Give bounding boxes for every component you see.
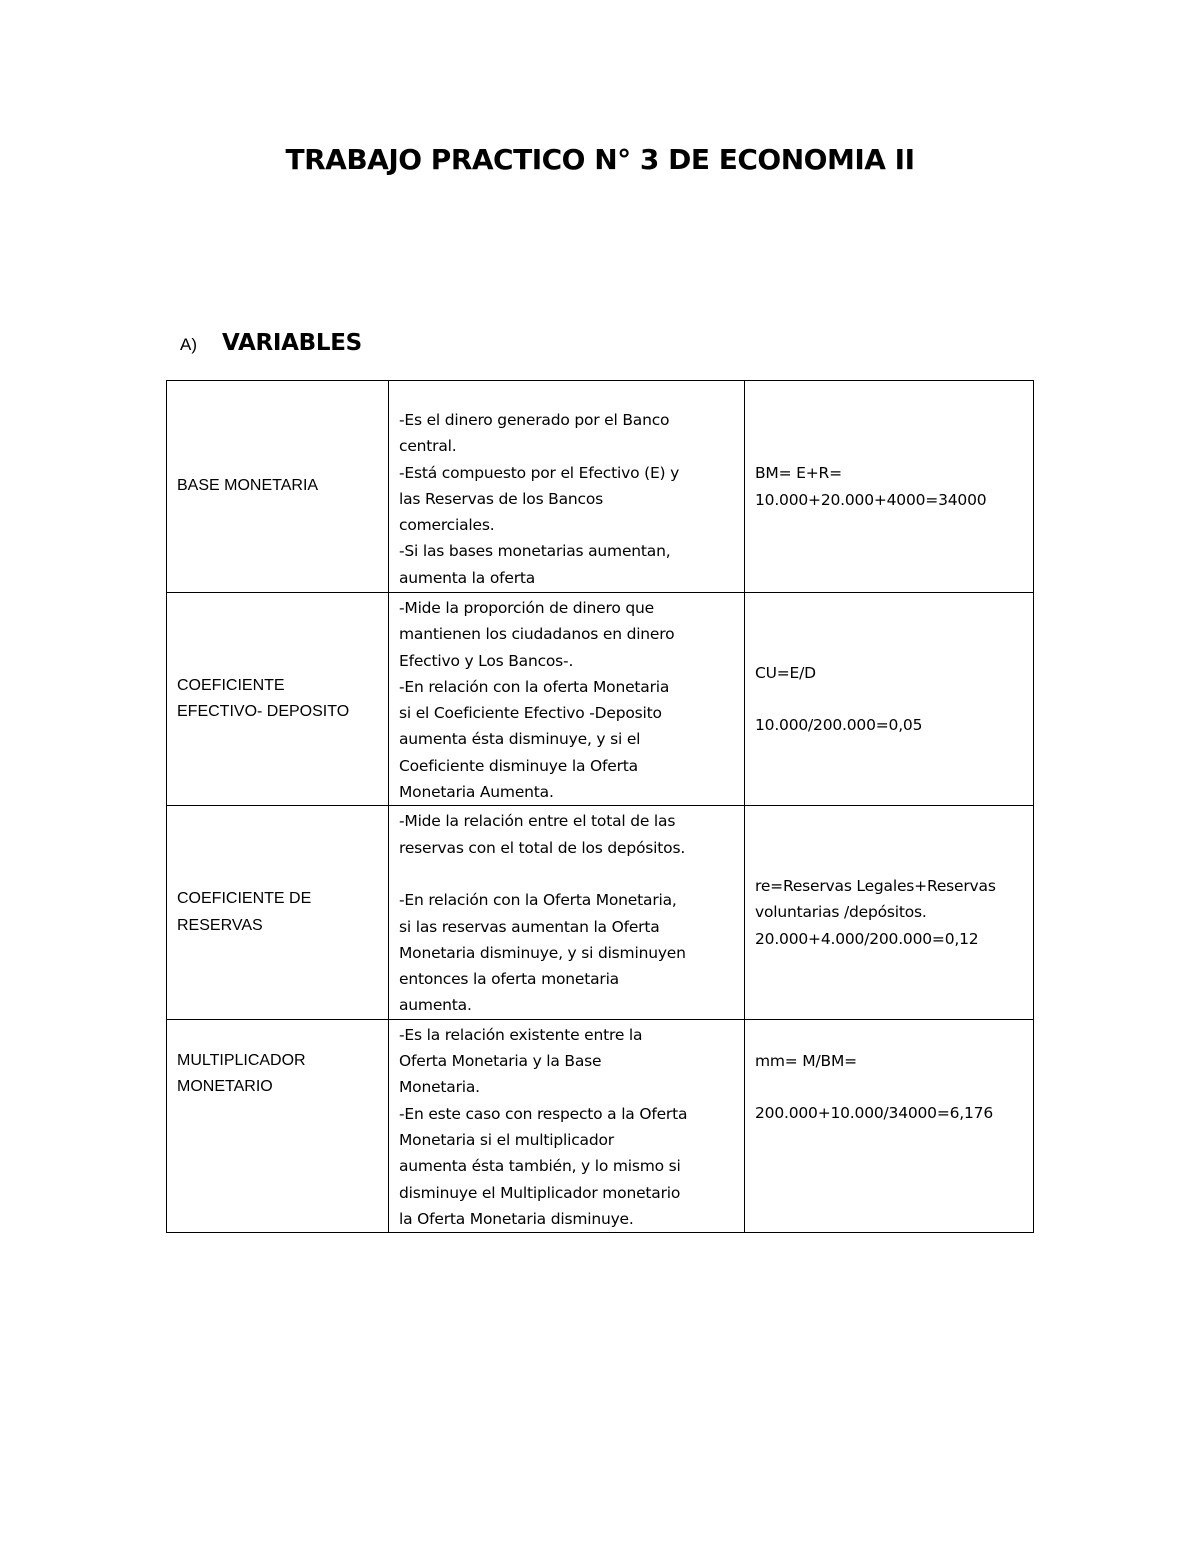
formula-line: 200.000+10.000/34000=6,176 (755, 1104, 994, 1123)
description-line: reservas con el total de los depósitos. (399, 838, 686, 857)
description-line: Monetaria Aumenta. (399, 783, 554, 802)
formula-spacer (755, 1074, 1023, 1100)
description-line: Monetaria si el multiplicador (399, 1130, 614, 1149)
description-line: Coeficiente disminuye la Oferta (399, 756, 638, 775)
description-line: mantienen los ciudadanos en dinero (399, 625, 675, 644)
description-line: -En este caso con respecto a la Oferta (399, 1104, 688, 1123)
variable-name-cell (167, 1019, 389, 1232)
table-row (167, 593, 1034, 806)
description-line: disminuye el Multiplicador monetario (399, 1183, 681, 1202)
description-line: Monetaria. (399, 1078, 480, 1097)
formula-line: 10.000+20.000+4000=34000 (755, 490, 987, 509)
description-line: aumenta ésta disminuye, y si el (399, 730, 641, 749)
description-line: entonces la oferta monetaria (399, 970, 619, 989)
description-line: -Es el dinero generado por el Banco (399, 411, 670, 429)
description-line: central. (399, 437, 457, 456)
variable-name-line: COEFICIENTE (177, 676, 285, 694)
description-line: la Oferta Monetaria disminuye. (399, 1209, 634, 1228)
variable-name-line: EFECTIVO- DEPOSITO (177, 703, 350, 721)
description-line: -Mide la proporción de dinero que (399, 599, 654, 617)
description-line: Monetaria disminuye, y si disminuyen (399, 943, 686, 962)
description-line: Oferta Monetaria y la Base (399, 1052, 602, 1071)
section-heading (180, 330, 362, 356)
formula-line: mm= M/BM= (755, 1051, 857, 1070)
variable-name-line: RESERVAS (177, 916, 263, 934)
description-line: aumenta la oferta (399, 568, 536, 587)
formula-line: 20.000+4.000/200.000=0,12 (755, 929, 979, 948)
section-label: VARIABLES (222, 330, 362, 356)
variable-name-line: BASE MONETARIA (177, 477, 319, 495)
formula-line: 10.000/200.000=0,05 (755, 716, 923, 735)
table-row (167, 1019, 1034, 1232)
formula-spacer (755, 686, 1023, 712)
formula-line: re=Reservas Legales+Reservas (755, 877, 996, 896)
variable-description-cell (389, 381, 745, 593)
formula-line: voluntarias /depósitos. (755, 903, 927, 922)
description-line: -Está compuesto por el Efectivo (E) y (399, 463, 680, 482)
variable-formula-cell (745, 806, 1034, 1019)
description-line: comerciales. (399, 516, 495, 535)
formula-line: CU=E/D (755, 663, 816, 682)
variable-formula-cell (745, 381, 1034, 593)
variable-description-cell (389, 593, 745, 806)
description-line: las Reservas de los Bancos (399, 489, 604, 508)
variable-name-cell (167, 593, 389, 806)
description-line: aumenta. (399, 996, 472, 1015)
description-line: -Mide la relación entre el total de las (399, 812, 676, 831)
variables-table (166, 380, 1034, 1233)
variable-name-line: MULTIPLICADOR (177, 1051, 306, 1069)
variable-formula-cell (745, 1019, 1034, 1232)
description-line: si el Coeficiente Efectivo -Deposito (399, 704, 662, 723)
variable-name-cell (167, 381, 389, 593)
section-marker: A) (180, 335, 197, 354)
page-title: TRABAJO PRACTICO N° 3 DE ECONOMIA II (285, 143, 915, 176)
description-line: -En relación con la oferta Monetaria (399, 677, 670, 696)
table-row (167, 806, 1034, 1019)
variable-name-line: MONETARIO (177, 1078, 273, 1096)
description-line: si las reservas aumentan la Oferta (399, 917, 660, 936)
variable-name-line: COEFICIENTE DE (177, 890, 312, 908)
description-spacer (399, 861, 734, 887)
description-line: -En relación con la Oferta Monetaria, (399, 891, 677, 910)
description-line: Efectivo y Los Bancos-. (399, 651, 574, 670)
variable-name-cell (167, 806, 389, 1019)
variable-description-cell (389, 1019, 745, 1232)
variable-description-cell (389, 806, 745, 1019)
table-row (167, 381, 1034, 593)
variable-formula-cell (745, 593, 1034, 806)
description-line: -Es la relación existente entre la (399, 1025, 643, 1044)
description-line: aumenta ésta también, y lo mismo si (399, 1157, 681, 1176)
description-line: -Si las bases monetarias aumentan, (399, 542, 671, 561)
formula-line: BM= E+R= (755, 464, 842, 483)
